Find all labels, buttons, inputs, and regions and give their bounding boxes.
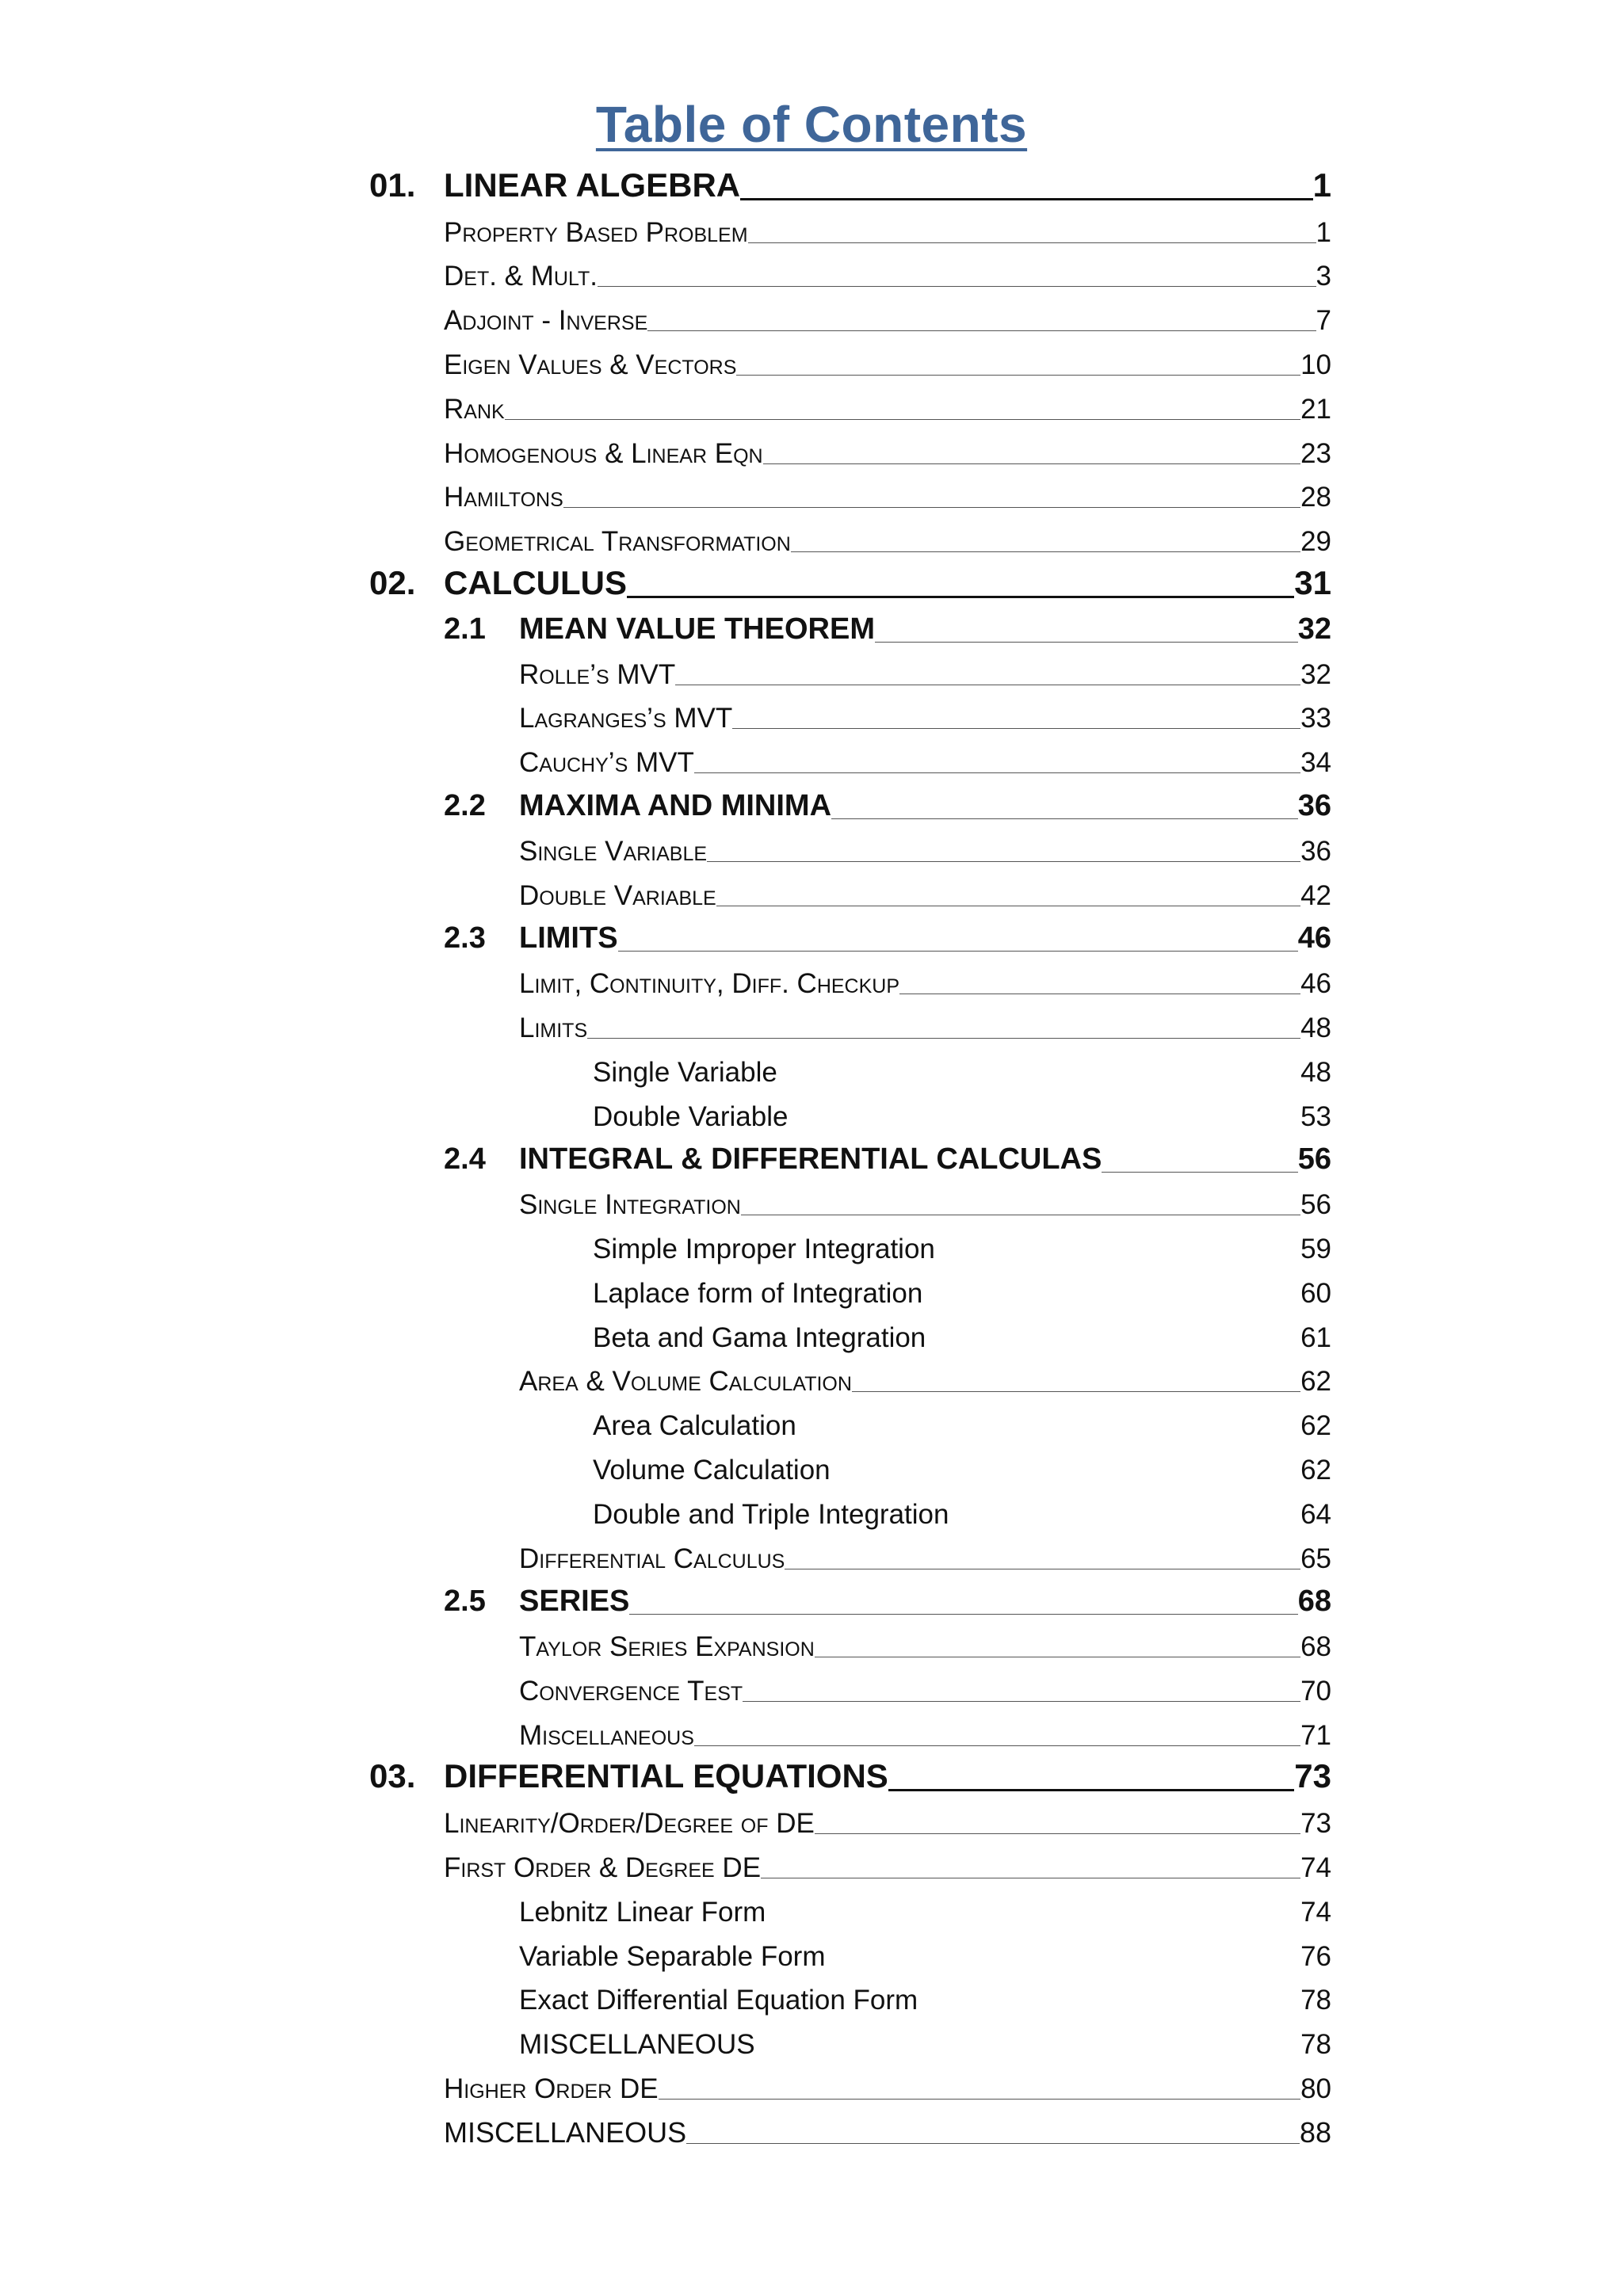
toc-leader-line <box>694 772 1300 773</box>
toc-entry-line[interactable] <box>519 1543 1331 1575</box>
toc-entry-line[interactable] <box>444 526 1331 558</box>
toc-entry-label[interactable]: Volume Calculation <box>593 1454 831 1486</box>
toc-entry-page-number[interactable]: 74 <box>1300 1852 1331 1884</box>
toc-leader-line <box>888 1789 1294 1791</box>
toc-entry-label[interactable]: Single Variable <box>519 835 708 867</box>
toc-entry-page-number[interactable]: 28 <box>1300 482 1331 513</box>
toc-leader-line <box>618 951 1298 952</box>
toc-entry[interactable] <box>0 1979 1623 2023</box>
toc-entry-page-number[interactable]: 62 <box>1300 1454 1331 1486</box>
toc-entry[interactable] <box>0 1625 1623 1669</box>
toc-entry-label[interactable]: Taylor Series Expansion <box>519 1631 815 1663</box>
toc-entry[interactable] <box>0 1316 1623 1360</box>
toc-entry-page-number[interactable]: 48 <box>1300 1012 1331 1043</box>
toc-entry-label[interactable]: INTEGRAL & DIFFERENTIAL CALCULAS <box>519 1142 1102 1177</box>
toc-entry[interactable] <box>0 1404 1623 1448</box>
toc-entry-label[interactable]: Geometrical Transformation <box>444 526 791 558</box>
toc-entry-page-number[interactable]: 62 <box>1300 1366 1331 1398</box>
toc-leader-line <box>740 198 1313 200</box>
toc-entry-line[interactable] <box>519 836 1331 868</box>
toc-leader-line <box>766 1922 1300 1923</box>
toc-entry-label[interactable]: Eigen Values & Vectors <box>444 349 737 380</box>
toc-entry-label[interactable]: Double and Triple Integration <box>593 1498 949 1530</box>
toc-entry-page-number[interactable]: 64 <box>1300 1498 1331 1530</box>
toc-entry[interactable] <box>0 387 1623 432</box>
toc-entry-line[interactable] <box>444 2116 1331 2149</box>
toc-entry-line[interactable] <box>519 1189 1331 1221</box>
toc-entry-label[interactable]: MAXIMA AND MINIMA <box>519 788 832 822</box>
toc-entry-page-number[interactable]: 65 <box>1300 1543 1331 1574</box>
toc-leader-line <box>587 1038 1300 1039</box>
toc-entry[interactable] <box>0 1714 1623 1758</box>
toc-entry-label[interactable]: Limit, Continuity, Diff. Checkup <box>519 968 900 1000</box>
toc-entry-page-number[interactable]: 68 <box>1300 1631 1331 1663</box>
toc-entry-page-number[interactable]: 59 <box>1300 1233 1331 1264</box>
toc-leader-line <box>815 1833 1300 1834</box>
toc-entry-label[interactable]: MISCELLANEOUS <box>519 2029 755 2061</box>
toc-entry-page-number[interactable]: 3 <box>1316 261 1331 292</box>
toc-entry-number: 01. <box>369 166 416 204</box>
toc-entry-label[interactable]: Homogenous & Linear Eqn <box>444 437 763 469</box>
toc-entry-line[interactable] <box>593 1410 1331 1442</box>
toc-entry-label[interactable]: Convergence Test <box>519 1675 743 1707</box>
toc-leader-line <box>922 1303 1300 1304</box>
toc-entry[interactable] <box>0 211 1623 255</box>
toc-entry-line[interactable] <box>519 1941 1331 1973</box>
toc-leader-line <box>852 1391 1300 1392</box>
toc-entry-number: 2.2 <box>444 788 486 822</box>
toc-leader-line <box>791 551 1300 552</box>
toc-entry[interactable] <box>0 1051 1623 1095</box>
toc-entry[interactable] <box>0 1935 1623 1979</box>
toc-entry[interactable] <box>0 1537 1623 1581</box>
toc-entry-line[interactable] <box>444 1852 1331 1884</box>
toc-entry-line[interactable] <box>593 1234 1331 1265</box>
toc-entry-label[interactable]: Beta and Gama Integration <box>593 1322 926 1353</box>
toc-leader-line <box>659 2099 1300 2100</box>
toc-entry-page-number[interactable]: 7 <box>1316 305 1331 337</box>
toc-leader-line <box>598 286 1316 287</box>
toc-entry-label[interactable]: Single Integration <box>519 1189 741 1221</box>
toc-entry-page-number[interactable]: 46 <box>1300 968 1331 1000</box>
toc-entry[interactable] <box>0 1183 1623 1227</box>
toc-entry-label[interactable]: Area & Volume Calculation <box>519 1366 852 1398</box>
toc-leader-line <box>949 1524 1300 1525</box>
toc-entry-line[interactable] <box>519 1585 1331 1619</box>
toc-entry[interactable] <box>0 2023 1623 2067</box>
toc-entry-page-number[interactable]: 73 <box>1294 1757 1331 1795</box>
toc-leader-line <box>743 1701 1300 1702</box>
toc-entry[interactable] <box>0 255 1623 299</box>
toc-entry[interactable] <box>0 1890 1623 1935</box>
toc-entry[interactable] <box>0 918 1623 963</box>
toc-entry[interactable] <box>0 520 1623 564</box>
toc-entry[interactable] <box>0 2111 1623 2156</box>
toc-entry-page-number[interactable]: 71 <box>1300 1719 1331 1751</box>
toc-leader-line <box>732 728 1300 729</box>
toc-entry-page-number[interactable]: 32 <box>1297 612 1331 646</box>
toc-leader-line <box>777 1082 1300 1083</box>
toc-entry-label[interactable]: Rolle’s MVT <box>519 658 676 690</box>
toc-entry-number: 2.3 <box>444 921 486 955</box>
toc-entry-number: 2.5 <box>444 1585 486 1619</box>
toc-entry-page-number[interactable]: 61 <box>1300 1322 1331 1353</box>
toc-entry[interactable] <box>0 1360 1623 1405</box>
toc-leader-line <box>563 507 1300 508</box>
toc-entry-page-number[interactable]: 56 <box>1300 1189 1331 1221</box>
toc-entry[interactable] <box>0 1581 1623 1626</box>
toc-entry-label[interactable]: Adjoint - Inverse <box>444 305 648 337</box>
toc-entry-page-number[interactable]: 68 <box>1297 1585 1331 1619</box>
toc-entry-label[interactable]: SERIES <box>519 1585 630 1619</box>
toc-leader-line <box>629 1614 1297 1615</box>
toc-entry[interactable] <box>0 1846 1623 1890</box>
toc-entry-line[interactable] <box>519 2029 1331 2061</box>
toc-entry-line[interactable] <box>519 968 1331 1000</box>
toc-entry-number: 03. <box>369 1757 416 1795</box>
toc-entry-label[interactable]: MISCELLANEOUS <box>444 2115 687 2149</box>
toc-entry-page-number[interactable]: 56 <box>1297 1142 1331 1177</box>
toc-leader-line <box>748 242 1316 243</box>
toc-entry[interactable] <box>0 962 1623 1006</box>
toc-entry-page-number[interactable]: 46 <box>1297 921 1331 955</box>
toc-entry-label[interactable]: Hamiltons <box>444 482 563 513</box>
toc-entry-line[interactable] <box>519 1142 1331 1177</box>
toc-entry-page-number[interactable]: 88 <box>1299 2115 1331 2149</box>
toc-leader-line <box>707 861 1300 862</box>
toc-entry-label[interactable]: Det. & Mult. <box>444 261 598 292</box>
toc-leader-line <box>935 1259 1300 1260</box>
toc-entry-label[interactable]: Higher Order DE <box>444 2073 659 2105</box>
toc-entry[interactable] <box>0 1095 1623 1139</box>
toc-entry-page-number[interactable]: 48 <box>1300 1056 1331 1088</box>
toc-entry-label[interactable]: Limits <box>519 1012 588 1043</box>
toc-entry-line[interactable] <box>593 1322 1331 1354</box>
toc-entry-page-number[interactable]: 78 <box>1300 1985 1331 2016</box>
toc-entry-page-number[interactable]: 80 <box>1300 2073 1331 2105</box>
toc-entry[interactable] <box>0 1758 1623 1802</box>
toc-entry-line[interactable] <box>593 1101 1331 1133</box>
toc-entry-label[interactable]: Double Variable <box>593 1100 789 1132</box>
toc-entry-line[interactable] <box>444 1757 1331 1795</box>
toc-entry-label[interactable]: Differential Calculus <box>519 1543 785 1574</box>
toc-entry-page-number[interactable]: 1 <box>1316 216 1331 248</box>
toc-entry-number: 2.4 <box>444 1142 486 1177</box>
toc-entry-label[interactable]: Variable Separable Form <box>519 1940 826 1972</box>
page-title: Table of Contents <box>595 96 1028 153</box>
toc-entry-line[interactable] <box>593 1499 1331 1531</box>
toc-entry-page-number[interactable]: 76 <box>1300 1940 1331 1972</box>
toc-entry-label[interactable]: Lebnitz Linear Form <box>519 1896 766 1928</box>
toc-entry-line[interactable] <box>519 921 1331 955</box>
toc-entry[interactable] <box>0 1802 1623 1846</box>
toc-entry-line[interactable] <box>444 482 1331 513</box>
toc-entry-line[interactable] <box>519 1985 1331 2016</box>
toc-entry-line[interactable] <box>444 261 1331 292</box>
toc-leader-line <box>918 2010 1300 2011</box>
toc-entry-line[interactable] <box>519 880 1331 912</box>
toc-entry-page-number[interactable]: 33 <box>1300 703 1331 734</box>
toc-entry-line[interactable] <box>519 1631 1331 1663</box>
toc-entry-label[interactable]: Area Calculation <box>593 1410 796 1442</box>
toc-leader-line <box>755 2054 1300 2055</box>
toc-leader-line <box>831 818 1298 819</box>
toc-entry-line[interactable] <box>519 612 1331 646</box>
toc-entry-line[interactable] <box>519 1720 1331 1752</box>
toc-entry-page-number[interactable]: 53 <box>1300 1100 1331 1132</box>
toc-entry-label[interactable]: LIMITS <box>519 921 618 955</box>
toc-entry-page-number[interactable]: 1 <box>1312 166 1331 204</box>
toc-entry-page-number[interactable]: 31 <box>1294 563 1331 601</box>
toc-leader-line <box>694 1745 1300 1746</box>
toc-entry-page-number[interactable]: 78 <box>1300 2029 1331 2061</box>
toc-entry-label[interactable]: Laplace form of Integration <box>593 1277 923 1309</box>
toc-leader-line <box>686 2143 1300 2144</box>
toc-entry-line[interactable] <box>444 2073 1331 2105</box>
toc-entry-line[interactable] <box>444 1808 1331 1840</box>
toc-entry-line[interactable] <box>519 747 1331 779</box>
toc-entry-page-number[interactable]: 73 <box>1300 1808 1331 1840</box>
toc-leader-line <box>505 419 1300 420</box>
toc-entry-label[interactable]: CALCULUS <box>444 563 627 601</box>
toc-entry-label[interactable]: Simple Improper Integration <box>593 1233 935 1264</box>
toc-entry[interactable] <box>0 1493 1623 1537</box>
toc-entry[interactable] <box>0 2067 1623 2111</box>
toc-entry[interactable] <box>0 1669 1623 1714</box>
toc-entry[interactable] <box>0 785 1623 830</box>
toc-entry[interactable] <box>0 608 1623 653</box>
toc-entry-page-number[interactable]: 74 <box>1300 1896 1331 1928</box>
toc-entry-label[interactable]: Rank <box>444 393 505 425</box>
toc-entry-line[interactable] <box>519 659 1331 691</box>
toc-entry-label[interactable]: Cauchy’s MVT <box>519 747 694 779</box>
toc-entry-line[interactable] <box>519 1676 1331 1707</box>
toc-entry-line[interactable] <box>444 349 1331 381</box>
toc-entry[interactable] <box>0 653 1623 697</box>
toc-entry-label[interactable]: Property Based Problem <box>444 216 748 248</box>
toc-entry[interactable] <box>0 1006 1623 1051</box>
toc-leader-line <box>736 375 1300 376</box>
toc-entry-page-number[interactable]: 32 <box>1300 658 1331 690</box>
toc-entry-line[interactable] <box>519 1897 1331 1928</box>
toc-entry-page-number[interactable]: 70 <box>1300 1675 1331 1707</box>
toc-entry[interactable] <box>0 1272 1623 1316</box>
toc-entry-label[interactable]: Linearity/Order/Degree of DE <box>444 1808 815 1840</box>
toc-entry-label[interactable]: First Order & Degree DE <box>444 1852 762 1884</box>
toc-entry[interactable] <box>0 874 1623 918</box>
toc-entry-line[interactable] <box>444 564 1331 602</box>
toc-leader-line <box>831 1480 1300 1481</box>
toc-entry-page-number[interactable]: 21 <box>1300 393 1331 425</box>
toc-entry-page-number[interactable]: 10 <box>1300 349 1331 380</box>
toc-entry-line[interactable] <box>444 217 1331 249</box>
toc-leader-line <box>627 596 1294 598</box>
toc-leader-line <box>875 642 1298 643</box>
toc-entry-line[interactable] <box>593 1278 1331 1310</box>
toc-entry-label[interactable]: Double Variable <box>519 879 716 911</box>
toc-entry-line[interactable] <box>519 1013 1331 1044</box>
toc-entry-number: 2.1 <box>444 612 486 646</box>
toc-leader-line <box>1102 1172 1297 1173</box>
toc-entry-line[interactable] <box>519 1366 1331 1398</box>
toc-entry-page-number[interactable]: 36 <box>1297 788 1331 822</box>
toc-entry-line[interactable] <box>519 789 1331 823</box>
toc-entry-page-number[interactable]: 23 <box>1300 437 1331 469</box>
toc-entry[interactable] <box>0 476 1623 521</box>
toc-entry[interactable] <box>0 1227 1623 1272</box>
toc-entry-page-number[interactable]: 60 <box>1300 1277 1331 1309</box>
toc-leader-line <box>826 1966 1301 1967</box>
toc-list <box>0 166 1623 2156</box>
toc-entry-page-number[interactable]: 62 <box>1300 1410 1331 1442</box>
toc-entry-label[interactable]: Miscellaneous <box>519 1719 694 1751</box>
toc-leader-line <box>647 330 1316 331</box>
toc-entry-line[interactable] <box>444 305 1331 337</box>
toc-entry-line[interactable] <box>519 703 1331 734</box>
toc-entry[interactable] <box>0 432 1623 476</box>
toc-entry[interactable] <box>0 697 1623 742</box>
toc-entry-page-number[interactable]: 34 <box>1300 747 1331 779</box>
toc-entry[interactable] <box>0 1139 1623 1184</box>
toc-entry-label[interactable]: LINEAR ALGEBRA <box>444 166 741 204</box>
toc-entry-page-number[interactable]: 36 <box>1300 835 1331 867</box>
toc-entry[interactable] <box>0 343 1623 387</box>
toc-entry-label[interactable]: Exact Differential Equation Form <box>519 1985 918 2016</box>
toc-entry-number: 02. <box>369 563 416 601</box>
toc-entry-line[interactable] <box>593 1455 1331 1486</box>
toc-entry-page-number[interactable]: 29 <box>1300 526 1331 558</box>
toc-entry-label[interactable]: Single Variable <box>593 1056 777 1088</box>
toc-entry-page-number[interactable]: 42 <box>1300 879 1331 911</box>
toc-entry[interactable] <box>0 830 1623 874</box>
toc-entry[interactable] <box>0 166 1623 211</box>
toc-entry-line[interactable] <box>444 394 1331 425</box>
toc-entry[interactable] <box>0 1448 1623 1493</box>
toc-entry[interactable] <box>0 564 1623 608</box>
toc-entry-line[interactable] <box>593 1057 1331 1089</box>
toc-entry-label[interactable]: DIFFERENTIAL EQUATIONS <box>444 1757 888 1795</box>
toc-entry-label[interactable]: Lagranges’s MVT <box>519 703 733 734</box>
toc-entry-label[interactable]: MEAN VALUE THEOREM <box>519 612 875 646</box>
toc-entry[interactable] <box>0 741 1623 785</box>
toc-entry[interactable] <box>0 299 1623 343</box>
toc-leader-line <box>763 463 1300 464</box>
toc-entry-line[interactable] <box>444 166 1331 204</box>
toc-entry-line[interactable] <box>444 438 1331 470</box>
